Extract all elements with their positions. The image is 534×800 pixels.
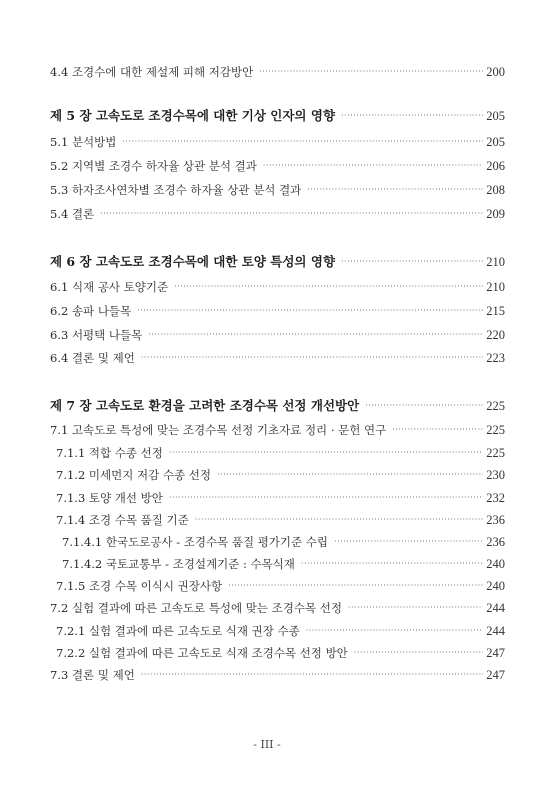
toc-entry-7-1 <box>50 422 505 440</box>
toc-chapter-6 <box>50 254 505 272</box>
toc-entry-page: 205 <box>486 135 505 149</box>
leader-dots <box>334 534 483 550</box>
toc-entry-7-2 <box>50 600 505 618</box>
leader-dots <box>307 182 483 198</box>
toc-entry-page: 236 <box>486 513 505 527</box>
toc-chapter-title: 제 7 장 고속도로 환경을 고려한 조경수목 선정 개선방안 <box>50 398 360 413</box>
leader-dots <box>259 64 483 80</box>
toc-entry-6-2 <box>50 303 505 321</box>
toc-entry-title: 5.3 하자조사연차별 조경수 하자율 상관 분석 결과 <box>50 183 302 197</box>
toc-entry-page: 225 <box>486 446 505 460</box>
leader-dots <box>141 667 483 683</box>
leader-dots <box>228 578 483 594</box>
leader-dots <box>301 556 483 572</box>
toc-entry-title: 4.4 조경수에 대한 제설제 피해 저감방안 <box>50 65 254 79</box>
toc-entry-7-1-4-1 <box>62 534 505 552</box>
toc-entry-page: 244 <box>486 624 505 638</box>
toc-entry-5-1 <box>50 134 505 152</box>
leader-dots <box>348 600 483 616</box>
leader-dots <box>392 422 483 438</box>
leader-dots <box>174 279 483 295</box>
leader-dots <box>341 108 483 124</box>
toc-entry-title: 6.2 송파 나들목 <box>50 304 132 318</box>
toc-entry-page: 232 <box>486 491 505 505</box>
toc-entry-page: 247 <box>486 668 505 682</box>
toc-entry-title: 7.1.4.1 한국도로공사 - 조경수목 품질 평가기준 수립 <box>62 535 329 549</box>
toc-entry-page: 220 <box>486 328 505 342</box>
toc-chapter-5 <box>50 108 505 126</box>
toc-entry-title: 6.4 결론 및 제언 <box>50 351 135 365</box>
toc-entry-page: 240 <box>486 579 505 593</box>
toc-entry-6-1 <box>50 279 505 297</box>
toc-entry-7-1-2 <box>56 467 505 485</box>
toc-entry-page: 205 <box>486 109 505 123</box>
leader-dots <box>306 623 484 639</box>
toc-entry-page: 247 <box>486 646 505 660</box>
toc-entry-5-2 <box>50 158 505 176</box>
toc-entry-page: 240 <box>486 557 505 571</box>
toc-entry-page: 210 <box>486 280 505 294</box>
toc-entry-title: 7.1.3 토양 개선 방안 <box>56 491 163 505</box>
toc-entry-title: 7.1 고속도로 특성에 맞는 조경수목 선정 기초자료 정리 · 문헌 연구 <box>50 423 387 437</box>
toc-entry-title: 5.4 결론 <box>50 207 95 221</box>
toc-entry-page: 215 <box>486 304 505 318</box>
toc-entry-page: 223 <box>486 351 505 365</box>
leader-dots <box>148 327 483 343</box>
toc-entry-title: 6.1 식재 공사 토양기준 <box>50 280 169 294</box>
leader-dots <box>169 445 483 461</box>
toc-entry-7-3 <box>50 667 505 685</box>
toc-entry-title: 6.3 서평택 나들목 <box>50 328 143 342</box>
toc-entry-7-1-4 <box>56 512 505 530</box>
toc-entry-page: 208 <box>486 183 505 197</box>
toc-entry-title: 7.1.5 조경 수목 이식시 권장사항 <box>56 579 223 593</box>
toc-entry-page: 230 <box>486 468 505 482</box>
toc-entry-7-1-1 <box>56 445 505 463</box>
toc-entry-page: 236 <box>486 535 505 549</box>
toc-entry-title: 7.2 실험 결과에 따른 고속도로 특성에 맞는 조경수목 선정 <box>50 601 342 615</box>
toc-entry-5-4 <box>50 206 505 224</box>
toc-entry-title: 7.1.2 미세먼지 저감 수종 선정 <box>56 468 211 482</box>
toc-chapter-title: 제 5 장 고속도로 조경수목에 대한 기상 인자의 영향 <box>50 108 336 123</box>
leader-dots <box>169 490 483 506</box>
leader-dots <box>341 254 483 270</box>
leader-dots <box>354 645 483 661</box>
toc-entry-7-1-5 <box>56 578 505 596</box>
toc-chapter-7 <box>50 398 505 416</box>
toc-entry-title: 7.1.1 적합 수종 선정 <box>56 446 163 460</box>
toc-chapter-title: 제 6 장 고속도로 조경수목에 대한 토양 특성의 영향 <box>50 254 336 269</box>
toc-entry-page: 225 <box>486 423 505 437</box>
toc-entry-page: 209 <box>486 207 505 221</box>
leader-dots <box>195 512 483 528</box>
toc-entry-title: 7.2.1 실험 결과에 따른 고속도로 식재 권장 수종 <box>56 624 300 638</box>
toc-entry-page: 225 <box>486 399 505 413</box>
toc-entry-title: 7.1.4 조경 수목 품질 기준 <box>56 513 189 527</box>
toc-entry-4-4 <box>50 64 505 82</box>
toc-entry-title: 7.2.2 실험 결과에 따른 고속도로 식재 조경수목 선정 방안 <box>56 646 348 660</box>
page-number-footer: - III - <box>253 738 281 751</box>
toc-entry-title: 5.1 분석방법 <box>50 135 117 149</box>
toc-entry-page: 206 <box>486 159 505 173</box>
leader-dots <box>141 350 483 366</box>
leader-dots <box>263 158 483 174</box>
toc-entry-page: 244 <box>486 601 505 615</box>
toc-entry-title: 7.3 결론 및 제언 <box>50 668 135 682</box>
toc-entry-6-3 <box>50 327 505 345</box>
toc-entry-5-3 <box>50 182 505 200</box>
toc-entry-title: 5.2 지역별 조경수 하자율 상관 분석 결과 <box>50 159 257 173</box>
leader-dots <box>137 303 483 319</box>
toc-entry-7-1-4-2 <box>62 556 505 574</box>
toc-entry-page: 210 <box>486 255 505 269</box>
toc-entry-title: 7.1.4.2 국토교통부 - 조경설계기준 : 수목식재 <box>62 557 295 571</box>
toc-entry-7-1-3 <box>56 490 505 508</box>
toc-entry-7-2-1 <box>56 623 505 641</box>
toc-entry-7-2-2 <box>56 645 505 663</box>
leader-dots <box>100 206 483 222</box>
toc-entry-page: 200 <box>486 65 505 79</box>
leader-dots <box>217 467 483 483</box>
leader-dots <box>122 134 483 150</box>
toc-entry-6-4 <box>50 350 505 368</box>
leader-dots <box>365 398 483 414</box>
